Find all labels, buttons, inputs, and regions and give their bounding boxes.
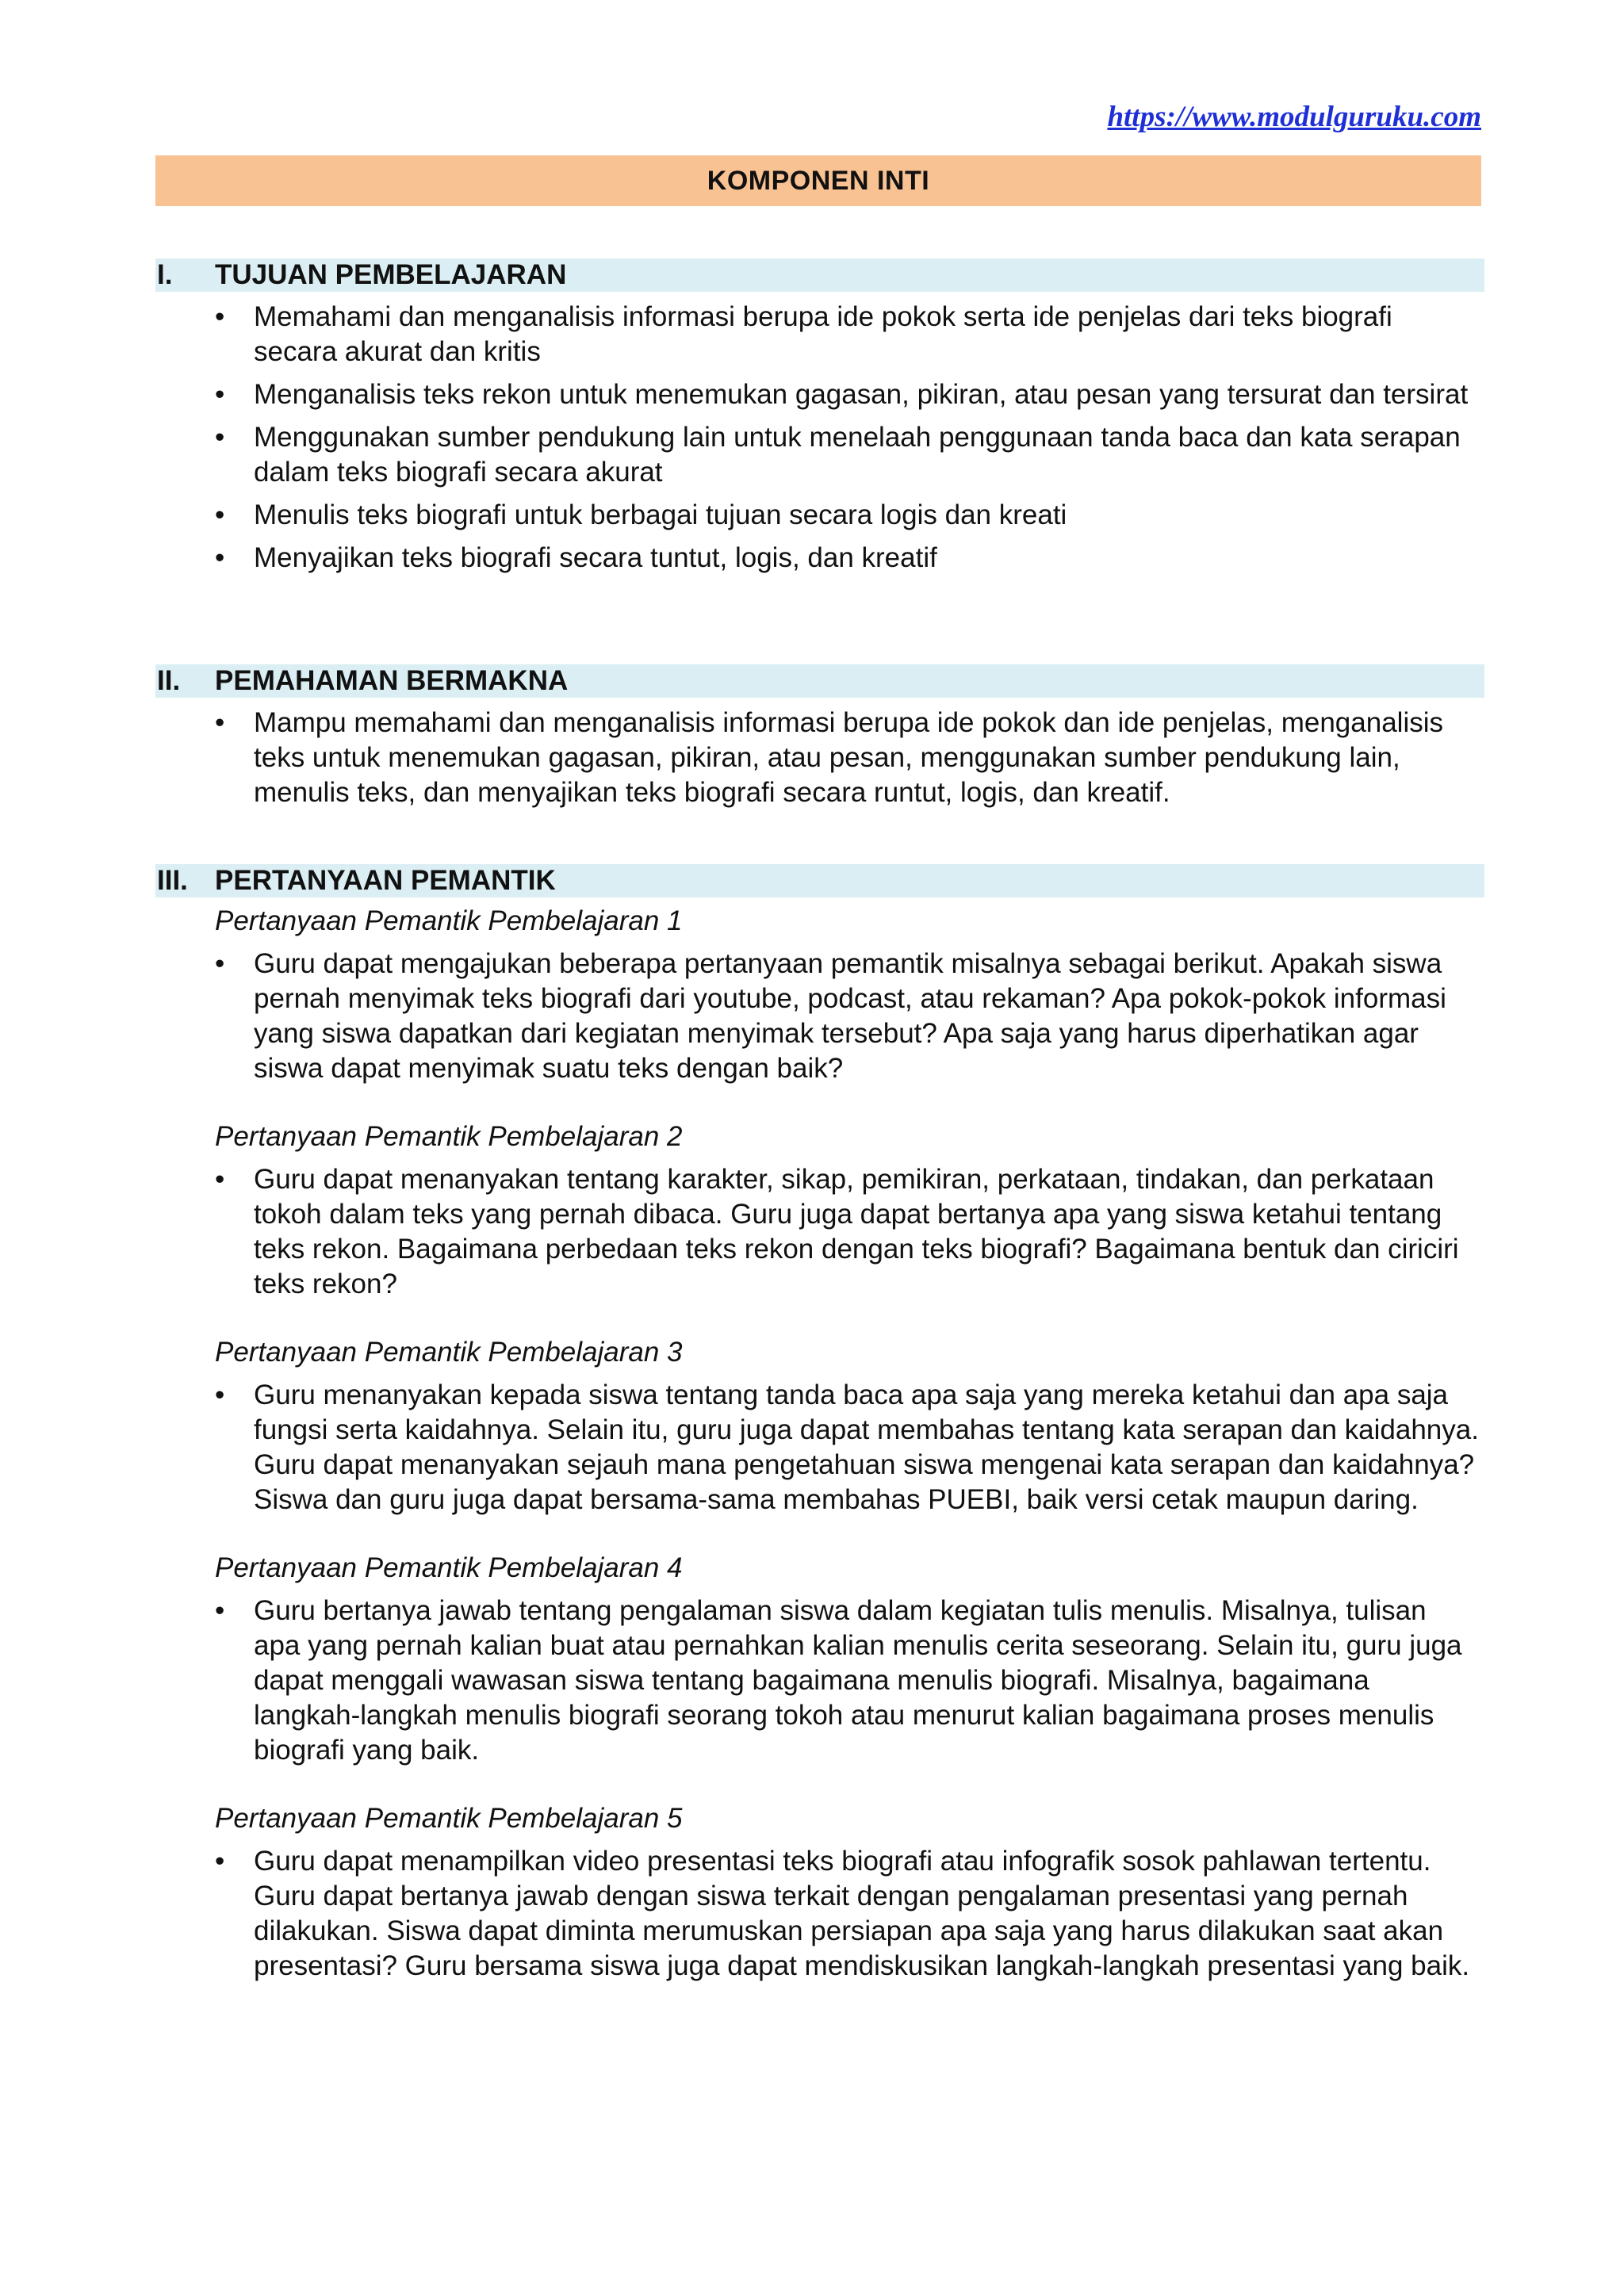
section-heading — [155, 664, 1484, 698]
list-item: • Guru dapat menampilkan video presentasi teks biografi atau infografik sosok pahlawan tertentu. Guru dapat bertanya jawab dengan siswa terkait dengan pengalaman presentasi yang pernah dilakukan. Siswa dapat diminta merumuskan persiapan apa saja yang harus dilakukan saat akan presentasi? Guru bersama siswa juga dapat mendiskusikan langkah-langkah presentasi yang baik. — [215, 1846, 1470, 1981]
list-item: • Guru menanyakan kepada siswa tentang tanda baca apa saja yang mereka ketahui dan apa saja fungsi serta kaidahnya. Selain itu, guru juga dapat membahas tentang kata serapan dan kaidahnya. Guru dapat menanyakan sejauh mana pengetahuan siswa mengenai kata serapan dan kaidahnya? Siswa dan guru juga dapat bersama-sama membahas PUEBI, baik versi cetak maupun daring. — [215, 1380, 1479, 1515]
list-item: • Guru bertanya jawab tentang pengalaman siswa dalam kegiatan tulis menulis. Misalnya, tulisan apa yang pernah kalian buat atau pernahkan kalian menulis cerita seseorang. Selain itu, guru juga dapat menggali wawasan siswa tentang bagaimana menulis biografi. Misalnya, bagaimana langkah-langkah menulis biografi seorang tokoh atau menurut kalian bagaimana proses menulis biografi yang baik. — [215, 1595, 1462, 1766]
list-item: • Guru dapat menanyakan tentang karakter, sikap, pemikiran, perkataan, tindakan, dan perkataan tokoh dalam teks yang pernah dibaca. Guru juga dapat bertanya apa yang siswa ketahui tentang teks rekon. Bagaimana perbedaan teks rekon dengan teks biografi? Bagaimana bentuk dan ciriciri teks rekon? — [215, 1164, 1459, 1299]
bullet-icon: • — [215, 707, 225, 738]
section-number: III. — [157, 865, 188, 896]
bullet-icon: • — [215, 301, 225, 332]
pemantik-group-5 — [155, 1801, 1484, 1984]
section-number: I. — [157, 259, 173, 290]
pemantik-group-3 — [155, 1335, 1484, 1517]
bullet-icon: • — [215, 1380, 225, 1410]
bullet-icon: • — [215, 499, 225, 530]
section-heading — [155, 258, 1484, 292]
group-subtitle: Pertanyaan Pemantik Pembelajaran 1 — [215, 905, 683, 936]
bullet-icon: • — [215, 948, 225, 979]
section-pemahaman-bermakna — [155, 664, 1484, 810]
pemantik-group-4 — [155, 1551, 1484, 1768]
bullet-list — [155, 1594, 1484, 1768]
bullet-icon: • — [215, 1164, 225, 1195]
list-item: • Menggunakan sumber pendukung lain untuk menelaah penggunaan tanda baca dan kata serapan dalam teks biografi secara akurat — [215, 422, 1461, 488]
pemantik-group-1 — [155, 904, 1484, 1086]
banner-title: KOMPONEN INTI — [707, 165, 930, 196]
bullet-icon: • — [215, 379, 225, 410]
section-title: PEMAHAMAN BERMAKNA — [215, 665, 569, 696]
bullet-list — [155, 300, 1484, 576]
bullet-list — [155, 706, 1484, 810]
list-item: • Mampu memahami dan menganalisis informasi berupa ide pokok dan ide penjelas, menganalisis teks untuk menemukan gagasan, pikiran, atau pesan, menggunakan sumber pendukung lain, menulis teks, dan menyajikan teks biografi secara runtut, logis, dan kreatif. — [215, 707, 1443, 808]
list-item: • Menyajikan teks biografi secara tuntut, logis, dan kreatif — [155, 541, 1484, 576]
section-heading — [155, 864, 1484, 897]
bullet-list — [155, 947, 1484, 1086]
section-number: II. — [157, 665, 181, 696]
section-title: TUJUAN PEMBELAJARAN — [215, 259, 567, 290]
bullet-list — [155, 1162, 1484, 1302]
bullet-icon: • — [215, 542, 225, 573]
group-subtitle: Pertanyaan Pemantik Pembelajaran 2 — [215, 1121, 683, 1152]
list-item: • Memahami dan menganalisis informasi berupa ide pokok serta ide penjelas dari teks biografi secara akurat dan kritis — [215, 301, 1392, 367]
pemantik-group-2 — [155, 1119, 1484, 1302]
group-subtitle: Pertanyaan Pemantik Pembelajaran 4 — [215, 1552, 683, 1583]
section-title: PERTANYAAN PEMANTIK — [215, 865, 556, 896]
bullet-list — [155, 1844, 1484, 1984]
list-item: • Menganalisis teks rekon untuk menemukan gagasan, pikiran, atau pesan yang tersurat dan tersirat — [155, 377, 1484, 412]
section-pertanyaan-pemantik — [155, 864, 1484, 1984]
bullet-list — [155, 1378, 1484, 1517]
list-item: • Guru dapat mengajukan beberapa pertanyaan pemantik misalnya sebagai berikut. Apakah siswa pernah menyimak teks biografi dari youtube, podcast, atau rekaman? Apa pokok-pokok informasi yang siswa dapatkan dari kegiatan menyimak tersebut? Apa saja yang harus diperhatikan agar siswa dapat menyimak suatu teks dengan baik? — [215, 948, 1446, 1084]
bullet-icon: • — [215, 1595, 225, 1626]
site-link[interactable]: https://www.modulguruku.com — [1107, 101, 1481, 133]
list-item: • Menulis teks biografi untuk berbagai tujuan secara logis dan kreati — [155, 498, 1484, 533]
group-subtitle: Pertanyaan Pemantik Pembelajaran 3 — [215, 1337, 683, 1368]
group-subtitle: Pertanyaan Pemantik Pembelajaran 5 — [215, 1803, 683, 1834]
bullet-icon: • — [215, 1846, 225, 1877]
banner-komponen-inti — [155, 155, 1481, 206]
bullet-icon: • — [215, 422, 225, 453]
section-tujuan-pembelajaran — [155, 258, 1484, 576]
